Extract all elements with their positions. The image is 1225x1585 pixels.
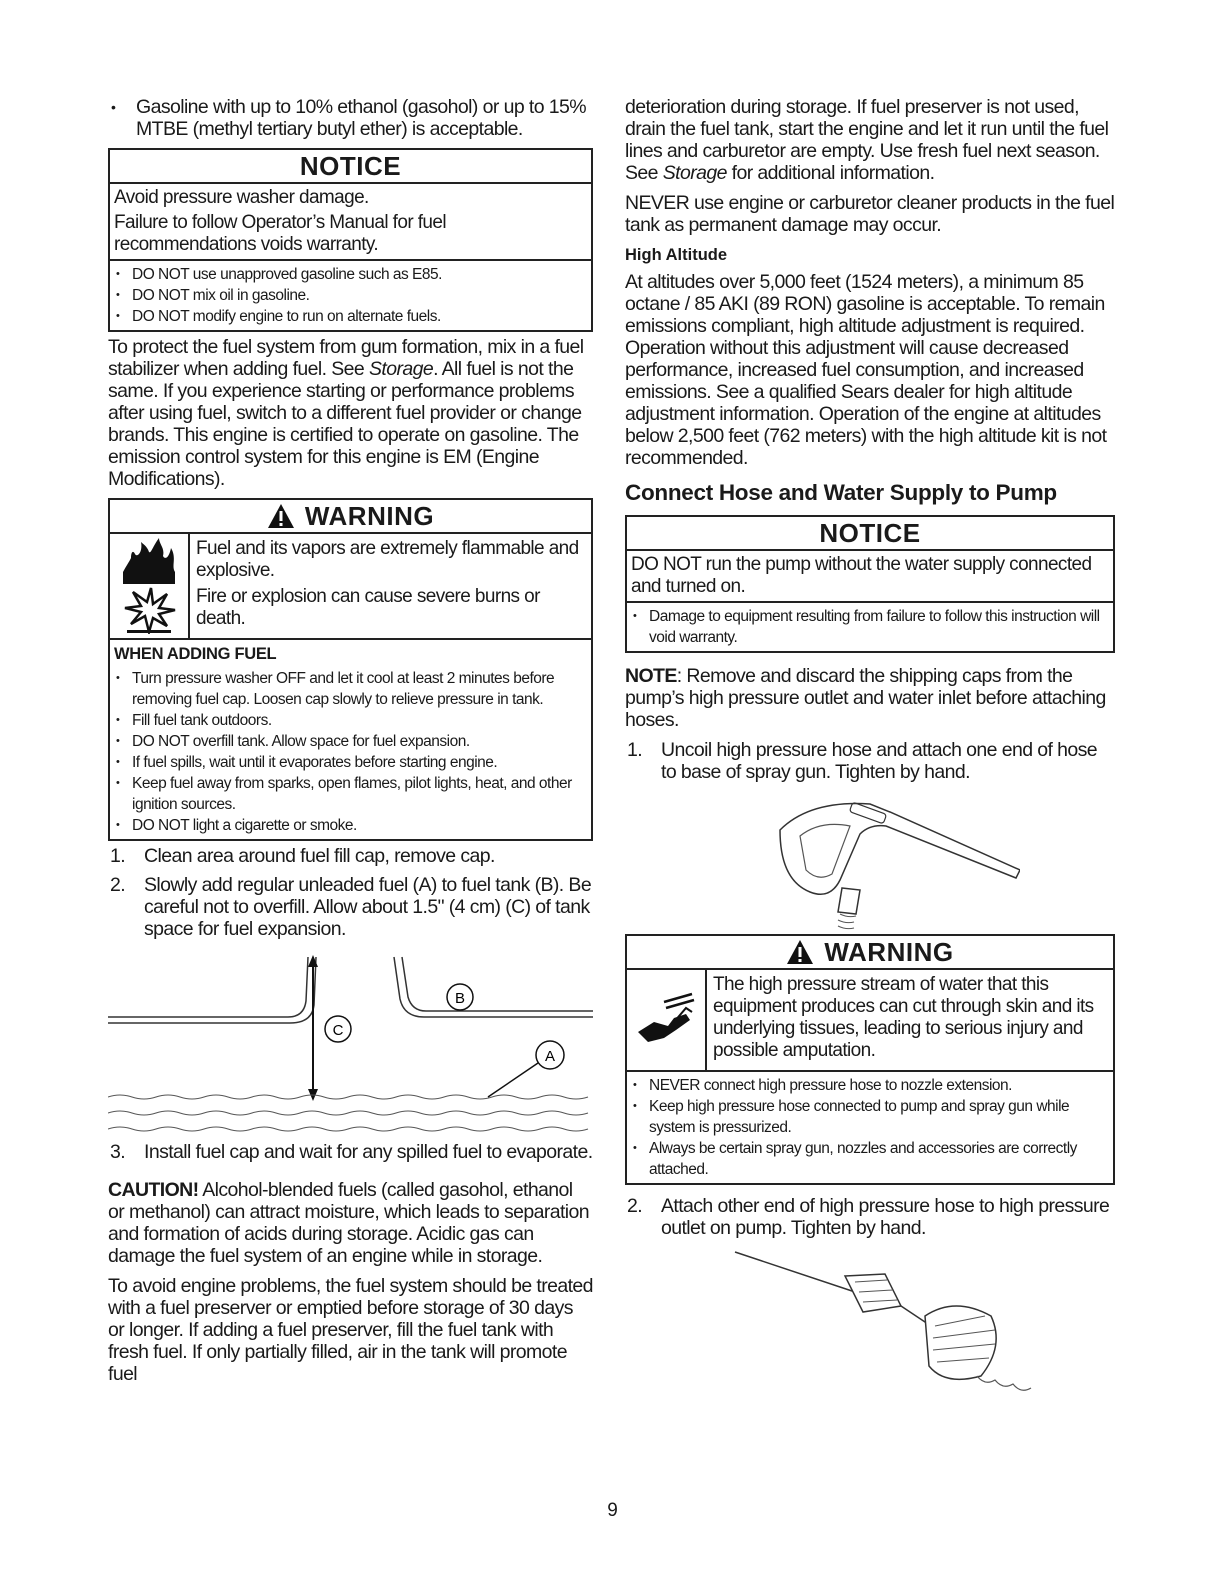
step-number: 2. — [627, 1195, 643, 1217]
step-text: Slowly add regular unleaded fuel (A) to fuel tank (B). Be careful not to overfill. Allow about 1.5" (4 cm) (C) of tank space for fuel expansion. — [144, 874, 592, 940]
note-text: : Remove and discard the shipping caps from the pump’s high pressure outlet and water inlet before attaching hoses. — [625, 665, 1106, 731]
warning-box-pressure — [625, 934, 1115, 1185]
page-number: 9 — [607, 1500, 618, 1521]
step-text: Uncoil high pressure hose and attach one end of hose to base of spray gun. Tighten by hand. — [661, 739, 1098, 783]
label-a: A — [544, 1048, 556, 1065]
notice-bullet: • DO NOT mix oil in gasoline. — [114, 285, 587, 306]
notice-title: NOTICE — [110, 150, 591, 184]
hand-injection-icon — [634, 992, 698, 1048]
explosion-icon — [121, 586, 177, 634]
notice-line: Avoid pressure washer damage. — [114, 187, 369, 208]
step-3 — [108, 1141, 593, 1163]
warning-bullet: • If fuel spills, wait until it evaporates before starting engine. — [114, 752, 587, 773]
warning-bullets — [627, 1072, 1113, 1183]
flame-icon — [119, 538, 179, 586]
paragraph-text: To protect the fuel system from gum formation, mix in a fuel stabilizer when adding fuel. See — [108, 336, 584, 380]
warning-bullet: • Fill fuel tank outdoors. — [114, 710, 587, 731]
never-paragraph: NEVER use engine or carburetor cleaner products in the fuel tank as permanent damage may occur. — [625, 192, 1115, 236]
step-number: 3. — [110, 1141, 126, 1163]
paragraph-text: . All fuel is not the same. If you experience starting or performance problems after using fuel, switch to a different fuel provider or change brands. This engine is certified to operate on gasoline. The emission control system for this engine is EM (Engine Modifications). — [108, 358, 582, 490]
warning-header — [627, 936, 1113, 970]
paragraph-text: deterioration during storage. If fuel preserver is not used, drain the fuel tank, start the engine and let it run until the fuel lines and carburetor are empty. Use fresh fuel next season. See — [625, 96, 1109, 184]
warning-title: WARNING — [824, 937, 954, 967]
notice-title: NOTICE — [627, 517, 1113, 551]
pump-step-1 — [625, 739, 1115, 783]
when-adding-fuel-heading: WHEN ADDING FUEL — [114, 645, 277, 663]
label-b: B — [454, 990, 466, 1007]
left-column — [108, 96, 593, 1393]
warning-bullet: • DO NOT light a cigarette or smoke. — [114, 815, 587, 836]
warning-title: WARNING — [304, 501, 435, 531]
notice-bullet: • DO NOT modify engine to run on alternate fuels. — [114, 306, 587, 327]
warning-line: Fuel and its vapors are extremely flammable and explosive. — [196, 538, 579, 581]
step-text: Clean area around fuel fill cap, remove cap. — [144, 845, 495, 867]
warning-line: Fire or explosion can cause severe burns or death. — [196, 586, 540, 629]
notice-box-fuel — [108, 148, 593, 332]
notice-bullets — [627, 603, 1113, 651]
spray-gun-figure — [720, 790, 1020, 930]
notice-line: Failure to follow Operator’s Manual for fuel recommendations voids warranty. — [110, 209, 591, 261]
gasoline-bullet: • Gasoline with up to 10% ethanol (gasohol) or up to 15% MTBE (methyl tertiary butyl ether) is acceptable. — [108, 96, 593, 140]
step-text: Attach other end of high pressure hose to high pressure outlet on pump. Tighten by hand. — [661, 1195, 1110, 1239]
fuel-tank-figure — [108, 947, 593, 1137]
step-2 — [108, 874, 593, 940]
storage-reference: Storage — [368, 358, 434, 380]
section-title: Connect Hose and Water Supply to Pump — [625, 480, 1057, 505]
warning-bullet: • DO NOT overfill tank. Allow space for fuel expansion. — [114, 731, 587, 752]
paragraph-text: for additional information. — [726, 162, 935, 184]
notice-bullet: • Damage to equipment resulting from failure to follow this instruction will void warranty. — [631, 606, 1109, 648]
note-paragraph — [625, 665, 1115, 731]
high-altitude-heading: High Altitude — [625, 246, 728, 264]
warning-body — [627, 970, 1113, 1072]
caution-paragraph — [108, 1179, 593, 1267]
note-label: NOTE — [625, 665, 677, 687]
avoid-problems-paragraph: To avoid engine problems, the fuel system should be treated with a fuel preserver or emptied before storage of 30 days or longer. If adding a fuel preserver, fill the fuel tank with fresh fuel. If only partially filled, air in the tank will promote fuel — [108, 1275, 593, 1385]
step-number: 1. — [627, 739, 643, 761]
step-number: 2. — [110, 874, 126, 896]
notice-box-pump — [625, 515, 1115, 653]
warning-text — [190, 534, 591, 638]
warning-bullet: • Turn pressure washer OFF and let it cool at least 2 minutes before removing fuel cap. Loosen cap slowly to relieve pressure in tank. — [114, 668, 587, 710]
warning-triangle-icon — [786, 939, 814, 965]
notice-line: DO NOT run the pump without the water supply connected and turned on. — [627, 551, 1113, 603]
warning-bullet: • Keep high pressure hose connected to pump and spray gun while system is pressurized. — [631, 1096, 1109, 1138]
label-c: C — [332, 1022, 344, 1039]
warning-bullet: • NEVER connect high pressure hose to nozzle extension. — [631, 1075, 1109, 1096]
warning-bullets — [110, 665, 591, 839]
notice-bullets — [110, 261, 591, 330]
warning-box-fuel — [108, 498, 593, 841]
step-text: Install fuel cap and wait for any spilled fuel to evaporate. — [144, 1141, 593, 1163]
warning-bullet: • Keep fuel away from sparks, open flames, pilot lights, heat, and other ignition sources. — [114, 773, 587, 815]
fuel-stabilizer-paragraph — [108, 336, 593, 490]
caution-text: Alcohol-blended fuels (called gasohol, ethanol or methanol) can attract moisture, which leads to separation and formation of acids during storage. Acidic gas can damage the fuel system of an engine while in storage. — [108, 1179, 590, 1267]
step-1 — [108, 845, 593, 867]
warning-header — [110, 500, 591, 534]
warning-pictograms — [110, 534, 190, 638]
right-column — [625, 96, 1115, 1410]
hose-outlet-figure — [705, 1246, 1035, 1406]
notice-bullet: • DO NOT use unapproved gasoline such as E85. — [114, 264, 587, 285]
caution-label: CAUTION! — [108, 1179, 199, 1201]
warning-pictograms — [627, 970, 707, 1070]
step-number: 1. — [110, 845, 126, 867]
warning-line: The high pressure stream of water that this equipment produces can cut through skin and its underlying tissues, leading to serious injury and possible amputation. — [713, 974, 1094, 1061]
continuation-paragraph — [625, 96, 1115, 184]
storage-reference: Storage — [662, 162, 727, 184]
warning-body — [110, 534, 591, 640]
pump-step-2 — [625, 1195, 1115, 1239]
high-altitude-paragraph: At altitudes over 5,000 feet (1524 meters), a minimum 85 octane / 85 AKI (89 RON) gasoline is acceptable. To remain emissions compliant, high altitude adjustment is required. Operation without this adjustment will cause decreased performance, increased fuel consumption, and increased emissions. See a qualified Sears dealer for high altitude adjustment information. Operation of the engine at altitudes below 2,500 feet (762 meters) with the high altitude kit is not recommended. — [625, 271, 1107, 469]
warning-text — [707, 970, 1113, 1070]
warning-bullet: • Always be certain spray gun, nozzles and accessories are correctly attached. — [631, 1138, 1109, 1180]
warning-triangle-icon — [267, 503, 295, 529]
